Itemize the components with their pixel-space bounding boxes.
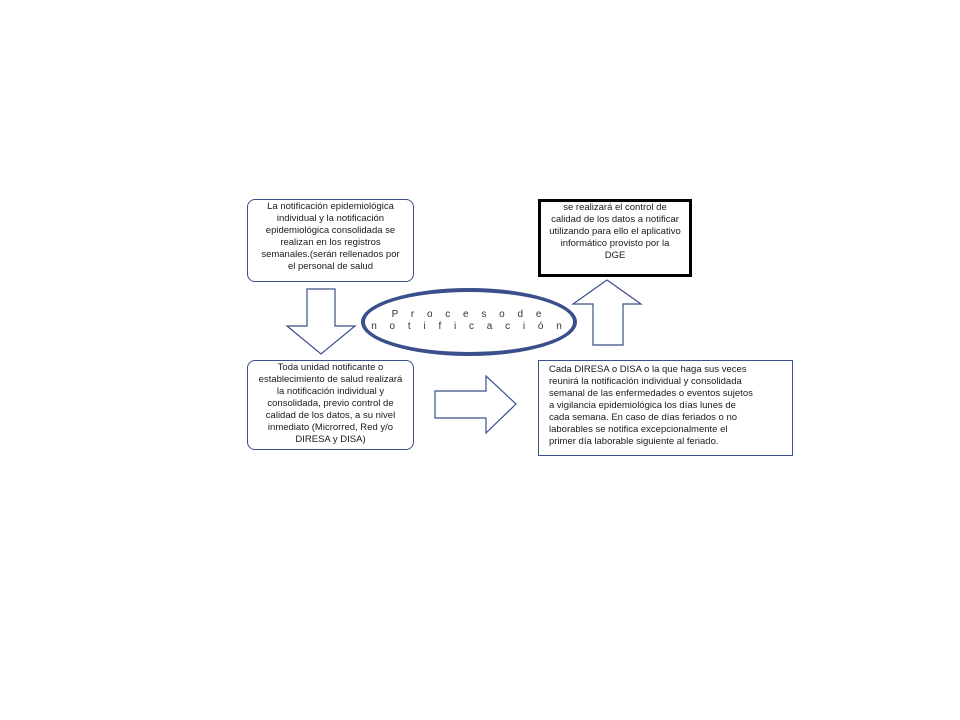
proceso-notificacion-ellipse xyxy=(361,288,577,356)
up-arrow-icon xyxy=(571,279,643,347)
registro-line: realizan en los registros xyxy=(280,237,381,248)
registro-line: el personal de salud xyxy=(287,261,374,272)
diresa-line: a vigilancia epidemiológica los días lunes de xyxy=(549,400,736,411)
right-arrow-icon xyxy=(434,375,518,435)
diresa-line: Cada DIRESA o DISA o la que haga sus veces xyxy=(549,364,747,375)
down-arrow-icon xyxy=(285,288,357,356)
diresa-line: cada semana. En caso de días feriados o no xyxy=(549,412,738,423)
control-line: calidad de los datos a notificar xyxy=(551,214,679,225)
control-line: se realizará el control de xyxy=(563,202,667,213)
control-line: DGE xyxy=(604,250,626,261)
control-line: informático provisto por la xyxy=(560,238,670,249)
diresa-line: primer día laborable siguiente al feriado. xyxy=(549,436,719,447)
unidad-line: DIRESA y DISA) xyxy=(295,434,366,445)
unidad-line: consolidada, previo control de xyxy=(267,398,394,409)
unidad-line: la notificación individual y xyxy=(276,386,385,397)
control-line: utilizando para ello el aplicativo xyxy=(549,226,681,237)
registro-line: La notificación epidemiológica xyxy=(267,201,394,212)
registro-line: epidemiológica consolidada se xyxy=(265,225,396,236)
unidad-line: calidad de los datos, a su nivel xyxy=(265,410,396,421)
registro-box xyxy=(247,199,414,282)
diresa-line: reunirá la notificación individual y consolidada xyxy=(549,376,742,387)
control-calidad-box xyxy=(538,199,692,277)
registro-line: semanales.(serán rellenados por xyxy=(261,249,400,260)
unidad-notificante-box xyxy=(247,360,414,450)
unidad-line: inmediato (Microrred, Red y/o xyxy=(267,422,394,433)
unidad-line: establecimiento de salud realizará xyxy=(258,374,403,385)
diresa-line: semanal de las enfermedades o eventos sujetos xyxy=(549,388,753,399)
center-title-line: P r o c e s o d e xyxy=(391,309,547,320)
registro-line: individual y la notificación xyxy=(276,213,385,224)
unidad-line: Toda unidad notificante o xyxy=(277,362,384,373)
diresa-line: laborables se notifica excepcionalmente el xyxy=(549,424,728,435)
center-title-line: n o t i f i c a c i ó n xyxy=(371,321,567,332)
diresa-box xyxy=(538,360,793,456)
